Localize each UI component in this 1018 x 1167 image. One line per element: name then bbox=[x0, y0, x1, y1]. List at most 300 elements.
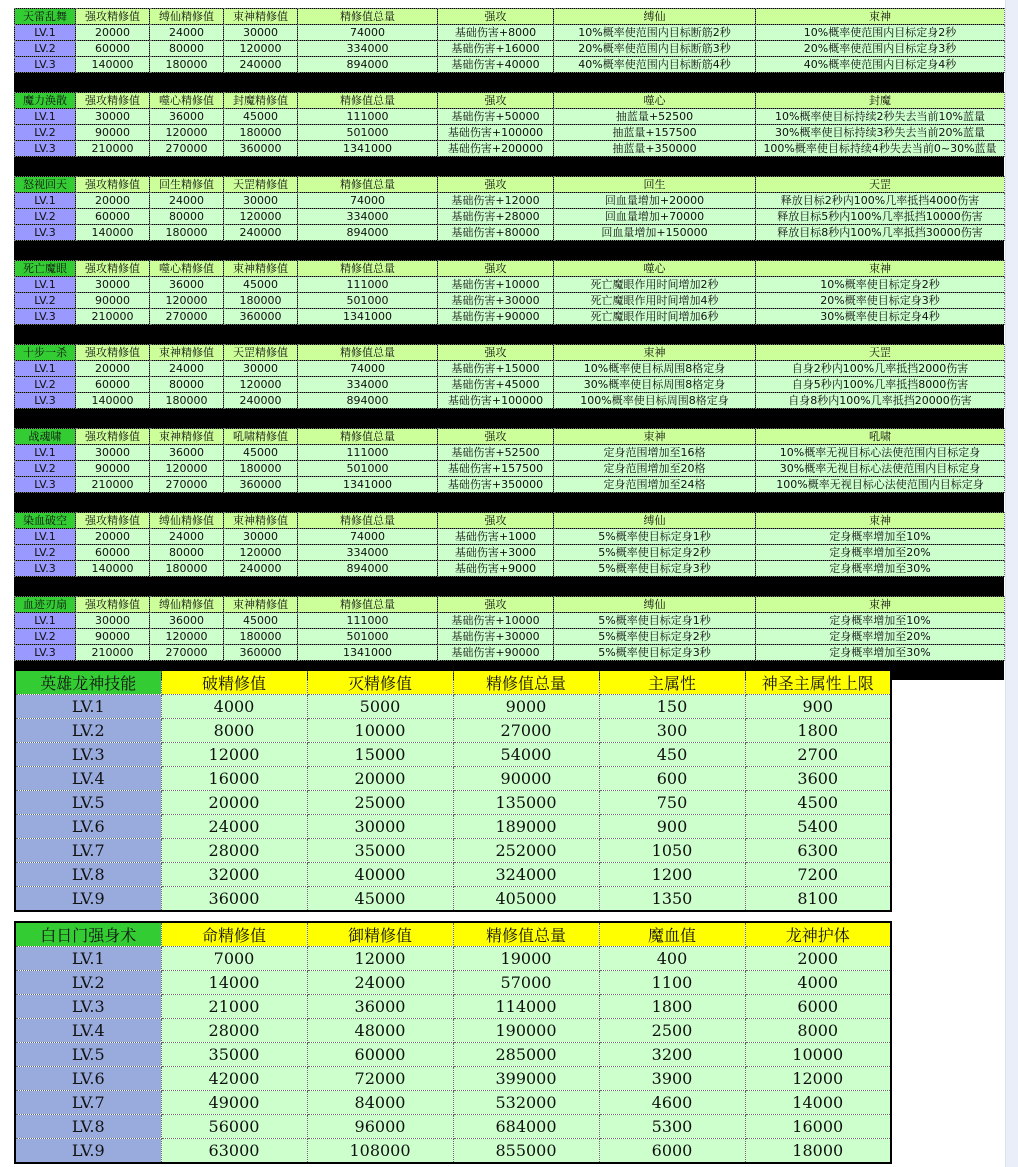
table-cell: 死亡魔眼作用时间增加6秒 bbox=[554, 309, 756, 325]
table-cell: 100%概率使目标持续4秒失去当前0~30%蓝量 bbox=[756, 141, 1005, 157]
table-cell: 27000 bbox=[453, 719, 599, 743]
table-cell: 501000 bbox=[298, 461, 438, 477]
col-header: 强攻 bbox=[438, 261, 554, 277]
level-cell: LV.7 bbox=[15, 1091, 161, 1115]
table-cell: 5000 bbox=[307, 695, 453, 719]
level-cell: LV.1 bbox=[15, 109, 76, 125]
level-cell: LV.3 bbox=[15, 561, 76, 577]
col-header: 天罡精修值 bbox=[224, 345, 298, 361]
table-cell: 180000 bbox=[224, 125, 298, 141]
table-cell: 32000 bbox=[161, 863, 307, 887]
table-row bbox=[15, 25, 1005, 41]
level-cell: LV.2 bbox=[15, 125, 76, 141]
table-row bbox=[15, 971, 891, 995]
table-row bbox=[15, 393, 1005, 409]
table-cell: 334000 bbox=[298, 545, 438, 561]
table-cell: 74000 bbox=[298, 193, 438, 209]
table-row bbox=[15, 109, 1005, 125]
table-cell: 240000 bbox=[224, 57, 298, 73]
col-header: 精修值总量 bbox=[298, 513, 438, 529]
table-cell: 5%概率使目标定身2秒 bbox=[554, 545, 756, 561]
col-header: 缚仙 bbox=[554, 9, 756, 25]
col-header: 缚仙精修值 bbox=[150, 9, 224, 25]
skill-name: 染血破空 bbox=[15, 513, 76, 529]
col-header: 束神精修值 bbox=[150, 345, 224, 361]
table-cell: 49000 bbox=[161, 1091, 307, 1115]
table-cell: 定身概率增加至10% bbox=[756, 529, 1005, 545]
col-header: 束神精修值 bbox=[150, 429, 224, 445]
table-cell: 2700 bbox=[745, 743, 891, 767]
col-header: 缚仙 bbox=[554, 597, 756, 613]
table-cell: 14000 bbox=[745, 1091, 891, 1115]
table-cell: 定身概率增加至10% bbox=[756, 613, 1005, 629]
table-cell: 360000 bbox=[224, 645, 298, 661]
table-cell: 1100 bbox=[599, 971, 745, 995]
table-cell: 1341000 bbox=[298, 477, 438, 493]
table-cell: 36000 bbox=[150, 277, 224, 293]
col-header: 神圣主属性上限 bbox=[745, 670, 891, 695]
table-cell: 74000 bbox=[298, 529, 438, 545]
col-header: 主属性 bbox=[599, 670, 745, 695]
vertical-scrollbar[interactable] bbox=[1005, 0, 1018, 1167]
table-cell: 285000 bbox=[453, 1043, 599, 1067]
table-row bbox=[15, 293, 1005, 309]
table-row bbox=[15, 125, 1005, 141]
table-cell: 190000 bbox=[453, 1019, 599, 1043]
table-cell: 210000 bbox=[76, 645, 150, 661]
skill-block bbox=[14, 176, 1004, 260]
table-cell: 684000 bbox=[453, 1115, 599, 1139]
table-cell: 5400 bbox=[745, 815, 891, 839]
table-cell: 36000 bbox=[161, 887, 307, 912]
table-cell: 定身范围增加至20格 bbox=[554, 461, 756, 477]
col-header: 强攻精修值 bbox=[76, 93, 150, 109]
table-cell: 1800 bbox=[599, 995, 745, 1019]
col-header: 强攻精修值 bbox=[76, 9, 150, 25]
table-cell: 532000 bbox=[453, 1091, 599, 1115]
table-cell: 1200 bbox=[599, 863, 745, 887]
table-cell: 基础伤害+30000 bbox=[438, 293, 554, 309]
table-row bbox=[15, 815, 891, 839]
table-cell: 10000 bbox=[745, 1043, 891, 1067]
table-cell: 405000 bbox=[453, 887, 599, 912]
col-header: 强攻精修值 bbox=[76, 177, 150, 193]
table-cell: 1050 bbox=[599, 839, 745, 863]
col-header: 强攻精修值 bbox=[76, 261, 150, 277]
level-cell: LV.6 bbox=[15, 1067, 161, 1091]
skill-block bbox=[14, 428, 1004, 512]
table-cell: 基础伤害+52500 bbox=[438, 445, 554, 461]
level-cell: LV.4 bbox=[15, 1019, 161, 1043]
skill-block bbox=[14, 260, 1004, 344]
table-cell: 501000 bbox=[298, 293, 438, 309]
col-header: 强攻精修值 bbox=[76, 345, 150, 361]
col-header: 束神 bbox=[756, 261, 1005, 277]
table-cell: 750 bbox=[599, 791, 745, 815]
table-cell: 死亡魔眼作用时间增加2秒 bbox=[554, 277, 756, 293]
table-cell: 180000 bbox=[150, 561, 224, 577]
col-header: 精修值总量 bbox=[298, 93, 438, 109]
table-cell: 20%概率使目标定身3秒 bbox=[756, 293, 1005, 309]
table-cell: 20000 bbox=[76, 193, 150, 209]
table-cell: 基础伤害+50000 bbox=[438, 109, 554, 125]
table-cell: 90000 bbox=[76, 461, 150, 477]
level-cell: LV.1 bbox=[15, 613, 76, 629]
table-cell: 28000 bbox=[161, 839, 307, 863]
table-cell: 12000 bbox=[161, 743, 307, 767]
col-header: 回生 bbox=[554, 177, 756, 193]
table-row bbox=[15, 947, 891, 971]
table-row bbox=[15, 629, 1005, 645]
table-cell: 5%概率使目标定身1秒 bbox=[554, 529, 756, 545]
skill-block bbox=[14, 92, 1004, 176]
table-cell: 120000 bbox=[224, 41, 298, 57]
level-cell: LV.8 bbox=[15, 1115, 161, 1139]
table-cell: 36000 bbox=[150, 445, 224, 461]
level-cell: LV.3 bbox=[15, 141, 76, 157]
col-header: 强攻 bbox=[438, 597, 554, 613]
table-cell: 334000 bbox=[298, 377, 438, 393]
table-cell: 基础伤害+1000 bbox=[438, 529, 554, 545]
table-cell: 324000 bbox=[453, 863, 599, 887]
table-cell: 8100 bbox=[745, 887, 891, 912]
col-header: 噬心精修值 bbox=[150, 93, 224, 109]
table-cell: 80000 bbox=[150, 377, 224, 393]
table-cell: 20000 bbox=[76, 529, 150, 545]
table-cell: 基础伤害+100000 bbox=[438, 393, 554, 409]
table-cell: 501000 bbox=[298, 629, 438, 645]
table-cell: 189000 bbox=[453, 815, 599, 839]
table-cell: 120000 bbox=[224, 377, 298, 393]
table-cell: 2500 bbox=[599, 1019, 745, 1043]
table-cell: 60000 bbox=[76, 377, 150, 393]
table-cell: 4000 bbox=[161, 695, 307, 719]
table-cell: 90000 bbox=[453, 767, 599, 791]
col-header: 灭精修值 bbox=[307, 670, 453, 695]
skill-name: 死亡魔眼 bbox=[15, 261, 76, 277]
table-cell: 30000 bbox=[76, 277, 150, 293]
level-cell: LV.3 bbox=[15, 743, 161, 767]
table-row bbox=[15, 461, 1005, 477]
col-header: 精修值总量 bbox=[453, 922, 599, 947]
table-cell: 10%概率使目标定身2秒 bbox=[756, 277, 1005, 293]
table-cell: 270000 bbox=[150, 645, 224, 661]
table-cell: 8000 bbox=[745, 1019, 891, 1043]
table-cell: 60000 bbox=[76, 41, 150, 57]
table-cell: 56000 bbox=[161, 1115, 307, 1139]
baiday-body-skill-table bbox=[14, 921, 890, 1164]
table-row bbox=[15, 529, 1005, 545]
table-cell: 25000 bbox=[307, 791, 453, 815]
table-cell: 180000 bbox=[224, 293, 298, 309]
table-cell: 40000 bbox=[307, 863, 453, 887]
table-cell: 120000 bbox=[150, 629, 224, 645]
col-header: 魔血值 bbox=[599, 922, 745, 947]
table-cell: 基础伤害+45000 bbox=[438, 377, 554, 393]
table-cell: 400 bbox=[599, 947, 745, 971]
col-header: 龙神护体 bbox=[745, 922, 891, 947]
table-cell: 19000 bbox=[453, 947, 599, 971]
table-cell: 3900 bbox=[599, 1067, 745, 1091]
table-cell: 894000 bbox=[298, 393, 438, 409]
level-cell: LV.3 bbox=[15, 225, 76, 241]
col-header: 束神 bbox=[756, 513, 1005, 529]
table-cell: 180000 bbox=[224, 461, 298, 477]
table-cell: 60000 bbox=[76, 209, 150, 225]
table-cell: 600 bbox=[599, 767, 745, 791]
level-cell: LV.5 bbox=[15, 1043, 161, 1067]
table-cell: 140000 bbox=[76, 57, 150, 73]
skill-name: 魔力涣散 bbox=[15, 93, 76, 109]
table-cell: 360000 bbox=[224, 309, 298, 325]
table-cell: 42000 bbox=[161, 1067, 307, 1091]
col-header: 天罡 bbox=[756, 345, 1005, 361]
table-cell: 24000 bbox=[150, 529, 224, 545]
level-cell: LV.3 bbox=[15, 393, 76, 409]
skill-name: 怒视回天 bbox=[15, 177, 76, 193]
table-cell: 4500 bbox=[745, 791, 891, 815]
table-cell: 74000 bbox=[298, 361, 438, 377]
col-header: 封魔精修值 bbox=[224, 93, 298, 109]
table-cell: 基础伤害+30000 bbox=[438, 629, 554, 645]
table-row bbox=[15, 767, 891, 791]
table-cell: 基础伤害+10000 bbox=[438, 277, 554, 293]
table-cell: 252000 bbox=[453, 839, 599, 863]
table-cell: 240000 bbox=[224, 561, 298, 577]
col-header: 强攻精修值 bbox=[76, 429, 150, 445]
table-cell: 自身5秒内100%几率抵挡8000伤害 bbox=[756, 377, 1005, 393]
table-cell: 120000 bbox=[224, 209, 298, 225]
skill-block bbox=[14, 8, 1004, 92]
table-cell: 定身概率增加至20% bbox=[756, 545, 1005, 561]
col-header: 天罡精修值 bbox=[224, 177, 298, 193]
baiday-table bbox=[14, 921, 892, 1164]
table-cell: 96000 bbox=[307, 1115, 453, 1139]
table-row bbox=[15, 1139, 891, 1164]
table-cell: 270000 bbox=[150, 141, 224, 157]
table-cell: 180000 bbox=[150, 393, 224, 409]
table-cell: 30%概率无视目标心法使范围内目标定身 bbox=[756, 461, 1005, 477]
col-header: 御精修值 bbox=[307, 922, 453, 947]
table-cell: 120000 bbox=[224, 545, 298, 561]
table-cell: 36000 bbox=[150, 109, 224, 125]
table-title: 白日门强身术 bbox=[15, 922, 161, 947]
table-row bbox=[15, 645, 1005, 661]
table-cell: 140000 bbox=[76, 393, 150, 409]
table-cell: 30000 bbox=[76, 613, 150, 629]
table-cell: 180000 bbox=[150, 57, 224, 73]
col-header: 缚仙 bbox=[554, 513, 756, 529]
table-row bbox=[15, 209, 1005, 225]
table-cell: 10%概率无视目标心法使范围内目标定身 bbox=[756, 445, 1005, 461]
level-cell: LV.8 bbox=[15, 863, 161, 887]
hero-dragon-skill-table bbox=[14, 669, 890, 912]
table-cell: 基础伤害+16000 bbox=[438, 41, 554, 57]
table-row bbox=[15, 277, 1005, 293]
skill-table bbox=[14, 428, 1005, 493]
table-cell: 45000 bbox=[224, 613, 298, 629]
table-cell: 12000 bbox=[307, 947, 453, 971]
table-cell: 135000 bbox=[453, 791, 599, 815]
col-header: 噬心精修值 bbox=[150, 261, 224, 277]
table-cell: 5%概率使目标定身3秒 bbox=[554, 561, 756, 577]
table-cell: 30000 bbox=[224, 529, 298, 545]
table-cell: 30%概率使目标定身4秒 bbox=[756, 309, 1005, 325]
skill-name: 天雷乱舞 bbox=[15, 9, 76, 25]
level-cell: LV.9 bbox=[15, 1139, 161, 1164]
table-cell: 72000 bbox=[307, 1067, 453, 1091]
table-cell: 20000 bbox=[161, 791, 307, 815]
table-cell: 自身8秒内100%几率抵挡20000伤害 bbox=[756, 393, 1005, 409]
level-cell: LV.1 bbox=[15, 695, 161, 719]
col-header: 命精修值 bbox=[161, 922, 307, 947]
table-cell: 334000 bbox=[298, 41, 438, 57]
col-header: 精修值总量 bbox=[298, 345, 438, 361]
table-title: 英雄龙神技能 bbox=[15, 670, 161, 695]
col-header: 强攻 bbox=[438, 429, 554, 445]
table-row bbox=[15, 695, 891, 719]
table-cell: 399000 bbox=[453, 1067, 599, 1091]
table-cell: 定身概率增加至30% bbox=[756, 645, 1005, 661]
table-cell: 抽蓝量+350000 bbox=[554, 141, 756, 157]
table-cell: 10%概率使目标持续2秒失去当前10%蓝量 bbox=[756, 109, 1005, 125]
col-header: 精修值总量 bbox=[453, 670, 599, 695]
table-cell: 15000 bbox=[307, 743, 453, 767]
table-cell: 3200 bbox=[599, 1043, 745, 1067]
table-cell: 1341000 bbox=[298, 645, 438, 661]
col-header: 束神 bbox=[756, 9, 1005, 25]
table-cell: 855000 bbox=[453, 1139, 599, 1164]
level-cell: LV.2 bbox=[15, 971, 161, 995]
table-cell: 60000 bbox=[76, 545, 150, 561]
table-cell: 80000 bbox=[150, 545, 224, 561]
table-cell: 140000 bbox=[76, 225, 150, 241]
table-row bbox=[15, 791, 891, 815]
table-cell: 360000 bbox=[224, 477, 298, 493]
dragon-table bbox=[14, 669, 892, 912]
table-cell: 5%概率使目标定身1秒 bbox=[554, 613, 756, 629]
table-cell: 30000 bbox=[224, 361, 298, 377]
level-cell: LV.2 bbox=[15, 545, 76, 561]
table-cell: 基础伤害+200000 bbox=[438, 141, 554, 157]
table-cell: 6000 bbox=[599, 1139, 745, 1164]
skill-block bbox=[14, 512, 1004, 596]
table-cell: 基础伤害+100000 bbox=[438, 125, 554, 141]
table-cell: 180000 bbox=[150, 225, 224, 241]
table-cell: 10%概率使范围内目标断筋2秒 bbox=[554, 25, 756, 41]
skill-table bbox=[14, 344, 1005, 409]
table-cell: 270000 bbox=[150, 477, 224, 493]
table-row bbox=[15, 1067, 891, 1091]
col-header: 精修值总量 bbox=[298, 261, 438, 277]
table-cell: 定身概率增加至30% bbox=[756, 561, 1005, 577]
level-cell: LV.2 bbox=[15, 461, 76, 477]
table-cell: 5%概率使目标定身2秒 bbox=[554, 629, 756, 645]
col-header: 噬心 bbox=[554, 261, 756, 277]
table-cell: 死亡魔眼作用时间增加4秒 bbox=[554, 293, 756, 309]
table-cell: 30000 bbox=[307, 815, 453, 839]
level-cell: LV.2 bbox=[15, 209, 76, 225]
level-cell: LV.2 bbox=[15, 719, 161, 743]
table-row bbox=[15, 545, 1005, 561]
col-header: 强攻精修值 bbox=[76, 513, 150, 529]
col-header: 束神精修值 bbox=[224, 597, 298, 613]
table-row bbox=[15, 445, 1005, 461]
table-cell: 1350 bbox=[599, 887, 745, 912]
table-cell: 基础伤害+3000 bbox=[438, 545, 554, 561]
table-cell: 40%概率使范围内目标定身4秒 bbox=[756, 57, 1005, 73]
table-cell: 基础伤害+8000 bbox=[438, 25, 554, 41]
table-row bbox=[15, 361, 1005, 377]
table-cell: 6000 bbox=[745, 995, 891, 1019]
table-cell: 基础伤害+12000 bbox=[438, 193, 554, 209]
level-cell: LV.3 bbox=[15, 645, 76, 661]
col-header: 噬心 bbox=[554, 93, 756, 109]
skill-table bbox=[14, 176, 1005, 241]
table-row bbox=[15, 309, 1005, 325]
table-cell: 3600 bbox=[745, 767, 891, 791]
table-cell: 240000 bbox=[224, 393, 298, 409]
col-header: 吼啸 bbox=[756, 429, 1005, 445]
table-cell: 1341000 bbox=[298, 141, 438, 157]
table-cell: 35000 bbox=[161, 1043, 307, 1067]
table-cell: 120000 bbox=[150, 293, 224, 309]
table-cell: 基础伤害+15000 bbox=[438, 361, 554, 377]
table-cell: 120000 bbox=[150, 461, 224, 477]
table-cell: 基础伤害+90000 bbox=[438, 309, 554, 325]
table-cell: 120000 bbox=[150, 125, 224, 141]
table-cell: 180000 bbox=[224, 629, 298, 645]
col-header: 束神 bbox=[554, 345, 756, 361]
table-cell: 基础伤害+40000 bbox=[438, 57, 554, 73]
table-cell: 210000 bbox=[76, 477, 150, 493]
table-cell: 100%概率使目标周围8格定身 bbox=[554, 393, 756, 409]
table-row bbox=[15, 1019, 891, 1043]
table-cell: 108000 bbox=[307, 1139, 453, 1164]
col-header: 束神精修值 bbox=[224, 261, 298, 277]
col-header: 强攻 bbox=[438, 9, 554, 25]
level-cell: LV.3 bbox=[15, 477, 76, 493]
table-cell: 4600 bbox=[599, 1091, 745, 1115]
skill-block bbox=[14, 596, 1004, 680]
level-cell: LV.3 bbox=[15, 995, 161, 1019]
table-cell: 45000 bbox=[224, 109, 298, 125]
table-row bbox=[15, 743, 891, 767]
skill-tables bbox=[14, 8, 1004, 680]
table-cell: 114000 bbox=[453, 995, 599, 1019]
col-header: 吼啸精修值 bbox=[224, 429, 298, 445]
table-cell: 30000 bbox=[224, 25, 298, 41]
table-cell: 57000 bbox=[453, 971, 599, 995]
level-cell: LV.2 bbox=[15, 293, 76, 309]
table-cell: 210000 bbox=[76, 141, 150, 157]
col-header: 精修值总量 bbox=[298, 9, 438, 25]
table-cell: 240000 bbox=[224, 225, 298, 241]
skill-table bbox=[14, 92, 1005, 157]
table-cell: 28000 bbox=[161, 1019, 307, 1043]
table-cell: 24000 bbox=[307, 971, 453, 995]
table-cell: 10%概率使范围内目标定身2秒 bbox=[756, 25, 1005, 41]
col-header: 强攻 bbox=[438, 513, 554, 529]
table-cell: 334000 bbox=[298, 209, 438, 225]
level-cell: LV.2 bbox=[15, 629, 76, 645]
col-header: 强攻 bbox=[438, 93, 554, 109]
table-cell: 20000 bbox=[76, 361, 150, 377]
table-cell: 20%概率使范围内目标定身3秒 bbox=[756, 41, 1005, 57]
table-row bbox=[15, 613, 1005, 629]
table-cell: 10000 bbox=[307, 719, 453, 743]
table-cell: 24000 bbox=[161, 815, 307, 839]
